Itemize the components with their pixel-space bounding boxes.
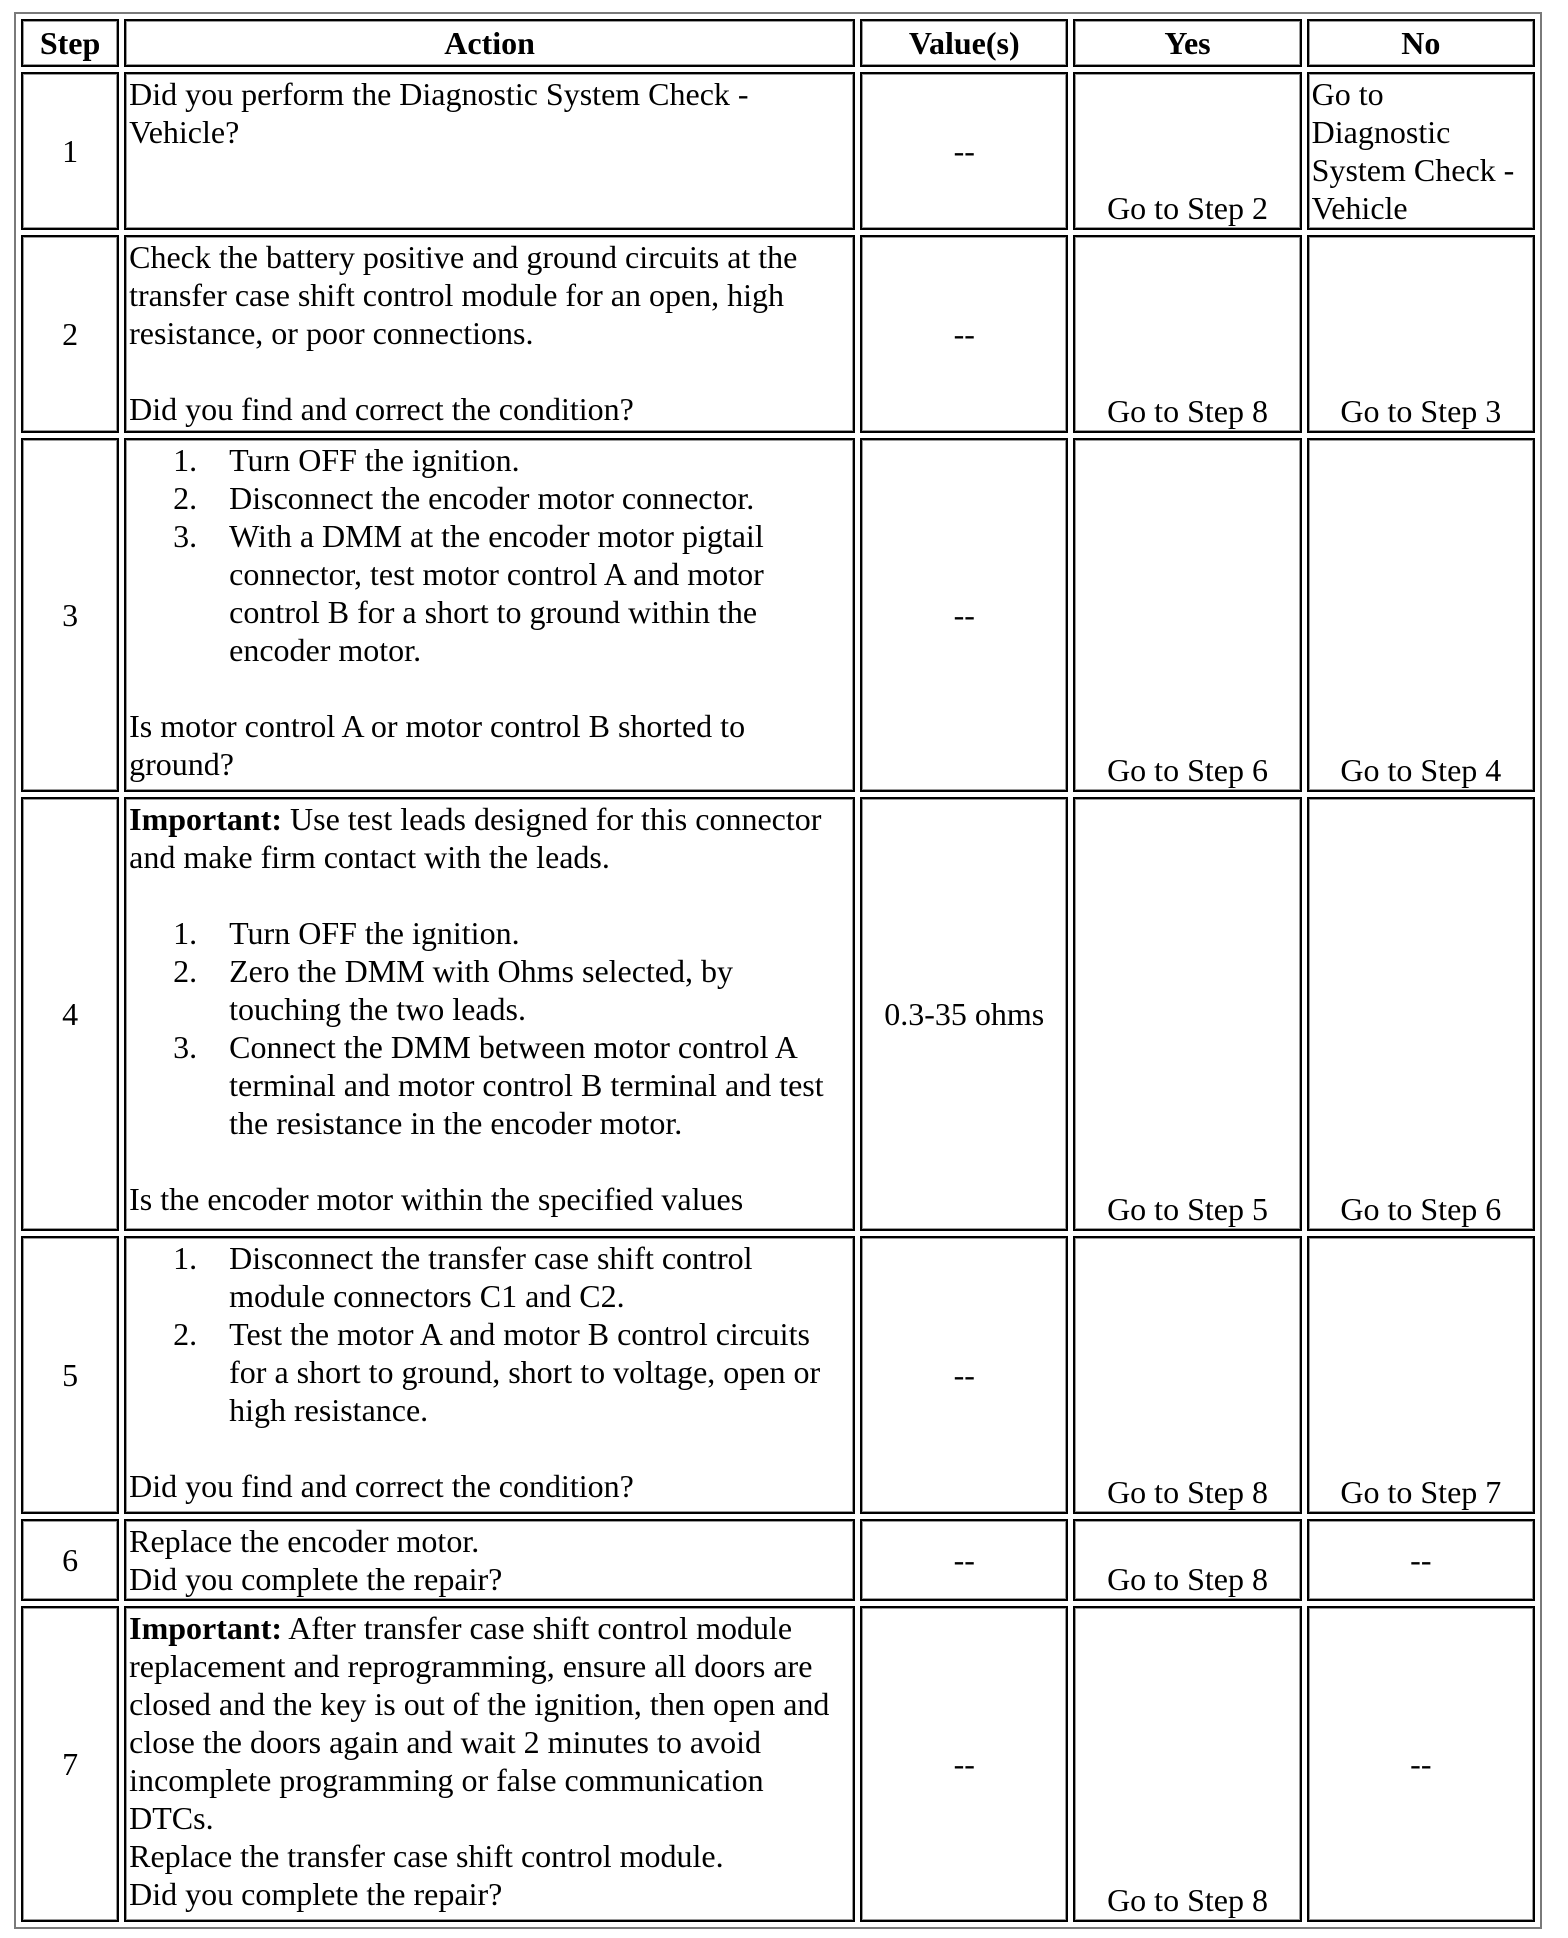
value-cell: 0.3-35 ohms <box>860 797 1068 1231</box>
value-cell: -- <box>860 235 1068 433</box>
table-row <box>21 72 1535 230</box>
action-steps-list <box>129 914 850 1142</box>
action-steps-list <box>129 441 850 669</box>
step-number: 6 <box>21 1519 119 1601</box>
yes-cell: Go to Step 6 <box>1073 438 1301 792</box>
value-cell: -- <box>860 1606 1068 1922</box>
action-question: Did you complete the repair? <box>129 1561 503 1597</box>
important-note: Important: After transfer case shift control module replacement and reprogramming, ensure all doors are closed and the key is out of the ignition, then open and close the doors again and wait 2 minutes to avoid incomplete programming or false communication DTCs. <box>129 1610 830 1836</box>
yes-cell: Go to Step 8 <box>1073 235 1301 433</box>
action-question: Did you perform the Diagnostic System Check - Vehicle? <box>129 76 749 150</box>
table-row <box>21 1606 1535 1922</box>
yes-cell: Go to Step 8 <box>1073 1606 1301 1922</box>
action-cell <box>124 797 855 1231</box>
list-item: 2. Test the motor A and motor B control circuits for a short to ground, short to voltage, open or high resistance. <box>173 1316 821 1428</box>
step-number: 5 <box>21 1236 119 1514</box>
action-cell <box>124 72 855 230</box>
header-values: Value(s) <box>860 19 1068 67</box>
step-number: 7 <box>21 1606 119 1922</box>
list-item: 1. Turn OFF the ignition. <box>173 442 520 478</box>
no-cell: Go to Step 7 <box>1307 1236 1535 1514</box>
no-cell: Go to Step 6 <box>1307 797 1535 1231</box>
action-text: Check the battery positive and ground circuits at the transfer case shift control module for an open, high resistance, or poor connections. <box>129 239 798 351</box>
no-cell: Go to Step 3 <box>1307 235 1535 433</box>
list-item: 3. With a DMM at the encoder motor pigtail connector, test motor control A and motor control B for a short to ground within the encoder motor. <box>173 518 764 668</box>
step-number: 2 <box>21 235 119 433</box>
list-item: 1. Turn OFF the ignition. <box>173 915 520 951</box>
important-label: Important: <box>129 801 282 837</box>
action-question: Did you complete the repair? <box>129 1876 503 1912</box>
action-cell <box>124 235 855 433</box>
list-item: 2. Zero the DMM with Ohms selected, by touching the two leads. <box>173 953 734 1027</box>
action-cell <box>124 438 855 792</box>
no-cell: -- <box>1307 1606 1535 1922</box>
header-row <box>21 19 1535 67</box>
action-text: Replace the transfer case shift control module. <box>129 1838 724 1874</box>
header-step: Step <box>21 19 119 67</box>
table-row <box>21 797 1535 1231</box>
header-yes: Yes <box>1073 19 1301 67</box>
step-number: 3 <box>21 438 119 792</box>
important-note: Important: Use test leads designed for this connector and make firm contact with the leads. <box>129 801 822 875</box>
action-cell <box>124 1606 855 1922</box>
no-cell: Go to Step 4 <box>1307 438 1535 792</box>
list-item: 3. Connect the DMM between motor control A terminal and motor control B terminal and test the resistance in the encoder motor. <box>173 1029 824 1141</box>
table-row <box>21 235 1535 433</box>
table-row <box>21 1519 1535 1601</box>
table-row <box>21 1236 1535 1514</box>
action-question: Is the encoder motor within the specified values <box>129 1181 744 1217</box>
action-question: Is motor control A or motor control B shorted to ground? <box>129 708 746 782</box>
header-action: Action <box>124 19 855 67</box>
action-steps-list <box>129 1239 850 1429</box>
step-number: 4 <box>21 797 119 1231</box>
value-cell: -- <box>860 438 1068 792</box>
no-cell: Go to Diagnostic System Check - Vehicle <box>1307 72 1535 230</box>
important-label: Important: <box>129 1610 282 1646</box>
list-item: 1. Disconnect the transfer case shift control module connectors C1 and C2. <box>173 1240 753 1314</box>
yes-cell: Go to Step 8 <box>1073 1519 1301 1601</box>
step-number: 1 <box>21 72 119 230</box>
yes-cell: Go to Step 8 <box>1073 1236 1301 1514</box>
yes-cell: Go to Step 5 <box>1073 797 1301 1231</box>
value-cell: -- <box>860 72 1068 230</box>
value-cell: -- <box>860 1236 1068 1514</box>
action-cell <box>124 1236 855 1514</box>
yes-cell: Go to Step 2 <box>1073 72 1301 230</box>
action-question: Did you find and correct the condition? <box>129 1468 634 1504</box>
diagnostic-table <box>14 12 1542 1929</box>
action-cell <box>124 1519 855 1601</box>
no-cell: -- <box>1307 1519 1535 1601</box>
table-row <box>21 438 1535 792</box>
header-no: No <box>1307 19 1535 67</box>
diagnostic-table-wrapper <box>14 12 1542 1929</box>
action-text: Replace the encoder motor. <box>129 1523 480 1559</box>
list-item: 2. Disconnect the encoder motor connector. <box>173 480 755 516</box>
value-cell: -- <box>860 1519 1068 1601</box>
action-question: Did you find and correct the condition? <box>129 391 634 427</box>
